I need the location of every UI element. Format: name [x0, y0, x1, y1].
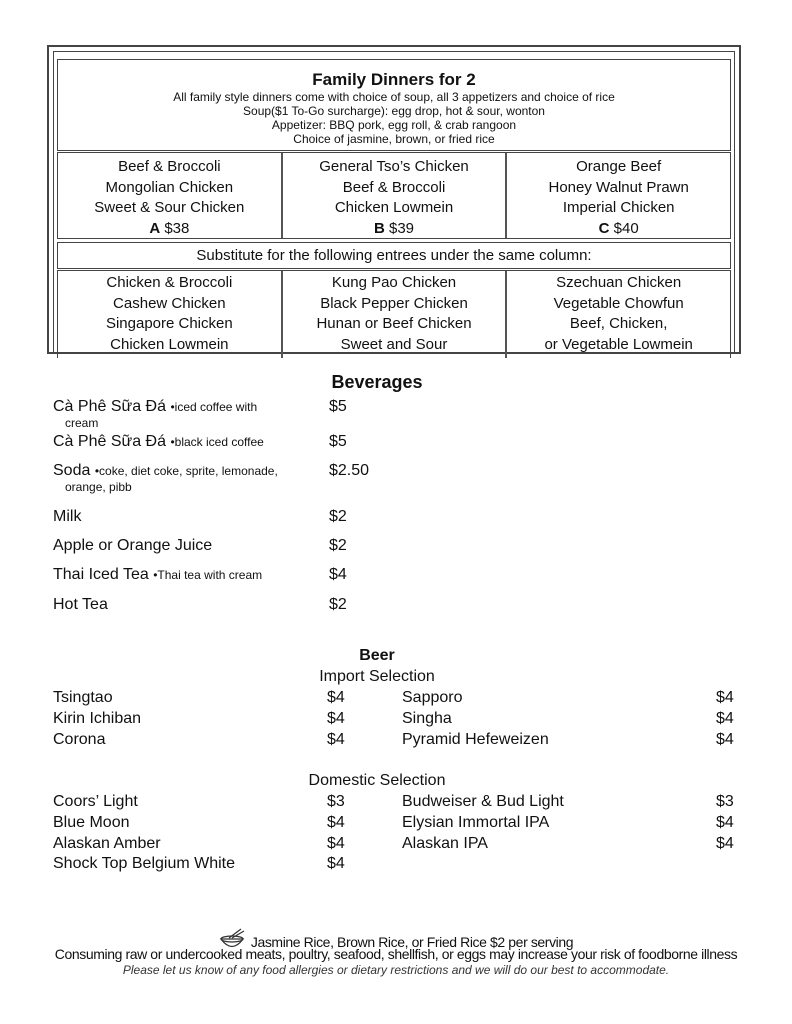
option-letter: C: [598, 219, 610, 237]
beverage-desc: •Thai tea with cream: [153, 568, 263, 582]
beer-name: Blue Moon: [53, 814, 130, 831]
beverage-desc-cont: orange, pibb: [65, 480, 132, 494]
food-safety-warning: Consuming raw or undercooked meats, poultry, seafood, shellfish, or eggs may increase your risk of foodborne illness: [54, 946, 738, 962]
option-item: General Tso’s Chicken: [319, 158, 469, 175]
beverage-price: $5: [329, 398, 347, 415]
beer-name: Pyramid Hefeweizen: [402, 731, 549, 748]
substitute-item: Szechuan Chicken: [556, 274, 682, 291]
family-dinners-appetizer: Appetizer: BBQ pork, egg roll, & crab rangoon: [271, 118, 517, 132]
beer-price: $4: [716, 731, 734, 748]
beer-title: Beer: [359, 647, 395, 664]
beer-price: $4: [327, 710, 345, 727]
beverage-price: $2: [329, 537, 347, 554]
beer-name: Corona: [53, 731, 106, 748]
beverage-name: Milk: [53, 508, 82, 525]
beverage-name: Apple or Orange Juice: [53, 537, 213, 554]
family-dinners-box: [47, 45, 741, 354]
domestic-selection-title: Domestic Selection: [308, 772, 446, 789]
beverage-name: Cà Phê Sữa Đá: [53, 433, 166, 450]
option-price-line: [283, 219, 506, 240]
beer-name: Coors’ Light: [53, 793, 138, 810]
beverage-price: $2.50: [329, 462, 370, 479]
option-item: Beef & Broccoli: [118, 158, 221, 175]
substitute-note: Substitute for the following entrees under the same column:: [57, 242, 731, 269]
family-dinners-options: [57, 152, 731, 239]
beer-name: Alaskan IPA: [402, 835, 488, 852]
option-item: Beef & Broccoli: [342, 178, 446, 196]
beverage-price: $5: [329, 433, 347, 450]
family-dinners-header: [57, 59, 731, 151]
option-b: [281, 153, 506, 238]
beverage-name: Soda: [53, 462, 91, 479]
beverage-name: Cà Phê Sữa Đá: [53, 398, 166, 415]
beer-price: $4: [716, 814, 734, 831]
beverage-name: Hot Tea: [53, 596, 108, 613]
substitute-options: [57, 270, 731, 358]
substitute-item: Cashew Chicken: [113, 294, 226, 312]
family-dinners-inner: [53, 51, 735, 352]
option-item: Imperial Chicken: [562, 199, 675, 216]
beer-price: $4: [327, 814, 345, 831]
beer-price: $4: [327, 835, 345, 852]
substitute-item: Sweet and Sour: [340, 335, 448, 353]
beer-name: Sapporo: [402, 689, 463, 706]
beer-name: Kirin Ichiban: [53, 710, 142, 727]
beer-name: Singha: [402, 710, 452, 727]
substitute-item: Chicken Lowmein: [110, 335, 229, 353]
option-c: [505, 153, 730, 238]
option-item: Honey Walnut Prawn: [548, 178, 689, 196]
option-price: $38: [164, 219, 190, 237]
beverage-item: [53, 508, 373, 526]
beverage-desc: •black iced coffee: [170, 435, 264, 449]
beer-price: $4: [327, 855, 345, 872]
beverage-item: [53, 566, 373, 584]
import-selection-title: Import Selection: [319, 668, 435, 685]
rice-note-text: Jasmine Rice, Brown Rice, or Fried Rice $2 per serving: [250, 934, 574, 950]
substitute-item: Black Pepper Chicken: [320, 294, 468, 312]
substitute-item: Kung Pao Chicken: [331, 274, 457, 291]
beer-name: Elysian Immortal IPA: [402, 814, 550, 831]
beverage-price: $2: [329, 596, 347, 613]
beverage-desc: •iced coffee with: [170, 400, 258, 414]
beer-price: $4: [327, 689, 345, 706]
substitute-item: Vegetable Chowfun: [553, 294, 684, 312]
beverage-price: $4: [329, 566, 347, 583]
option-letter: A: [149, 219, 161, 237]
beverage-item: [53, 462, 373, 495]
beverage-item: [53, 537, 373, 555]
substitute-item: Hunan or Beef Chicken: [316, 315, 472, 332]
beer-price: $3: [716, 793, 734, 810]
option-item: Chicken Lowmein: [334, 199, 454, 216]
beer-name: Tsingtao: [53, 689, 113, 706]
substitute-item: Beef, Chicken,: [569, 315, 668, 332]
beverage-item: [53, 433, 373, 451]
substitute-item: Singapore Chicken: [105, 315, 233, 332]
option-letter: B: [373, 219, 385, 237]
substitute-column-b: [281, 271, 506, 358]
option-price-line: [507, 219, 730, 240]
substitute-column-c: [505, 271, 730, 358]
beer-price: $4: [716, 710, 734, 727]
beverage-desc: •coke, diet coke, sprite, lemonade,: [94, 464, 278, 478]
beverages-title: Beverages: [331, 372, 423, 392]
beer-price: $4: [716, 835, 734, 852]
family-dinners-title: Family Dinners for 2: [312, 70, 476, 89]
option-price-line: [58, 219, 281, 240]
option-price: $39: [389, 219, 415, 237]
family-dinners-rice: Choice of jasmine, brown, or fried rice: [293, 132, 495, 146]
option-a: [58, 153, 281, 238]
beer-name: Alaskan Amber: [53, 835, 161, 852]
beer-price: $3: [327, 793, 345, 810]
beverage-item: [53, 398, 373, 431]
option-price: $40: [613, 219, 639, 237]
beverage-price: $2: [329, 508, 347, 525]
allergy-note: Please let us know of any food allergies or dietary restrictions and we will do our best to accommodate.: [122, 963, 670, 977]
substitute-column-a: [58, 271, 281, 358]
family-dinners-soup: Soup($1 To-Go surcharge): egg drop, hot & sour, wonton: [243, 104, 545, 118]
beverage-desc-cont: cream: [65, 416, 99, 430]
family-dinners-note: All family style dinners come with choice of soup, all 3 appetizers and choice of rice: [173, 90, 615, 104]
substitute-item: Chicken & Broccoli: [106, 274, 233, 291]
beverage-item: [53, 596, 373, 614]
beer-name: Shock Top Belgium White: [53, 855, 236, 872]
beer-price: $4: [327, 731, 345, 748]
beer-price: $4: [716, 689, 734, 706]
option-item: Orange Beef: [576, 158, 662, 175]
option-item: Sweet & Sour Chicken: [94, 199, 245, 216]
beverage-name: Thai Iced Tea: [53, 566, 149, 583]
beer-name: Budweiser & Bud Light: [402, 793, 564, 810]
option-item: Mongolian Chicken: [105, 178, 234, 196]
substitute-item: or Vegetable Lowmein: [544, 335, 693, 353]
